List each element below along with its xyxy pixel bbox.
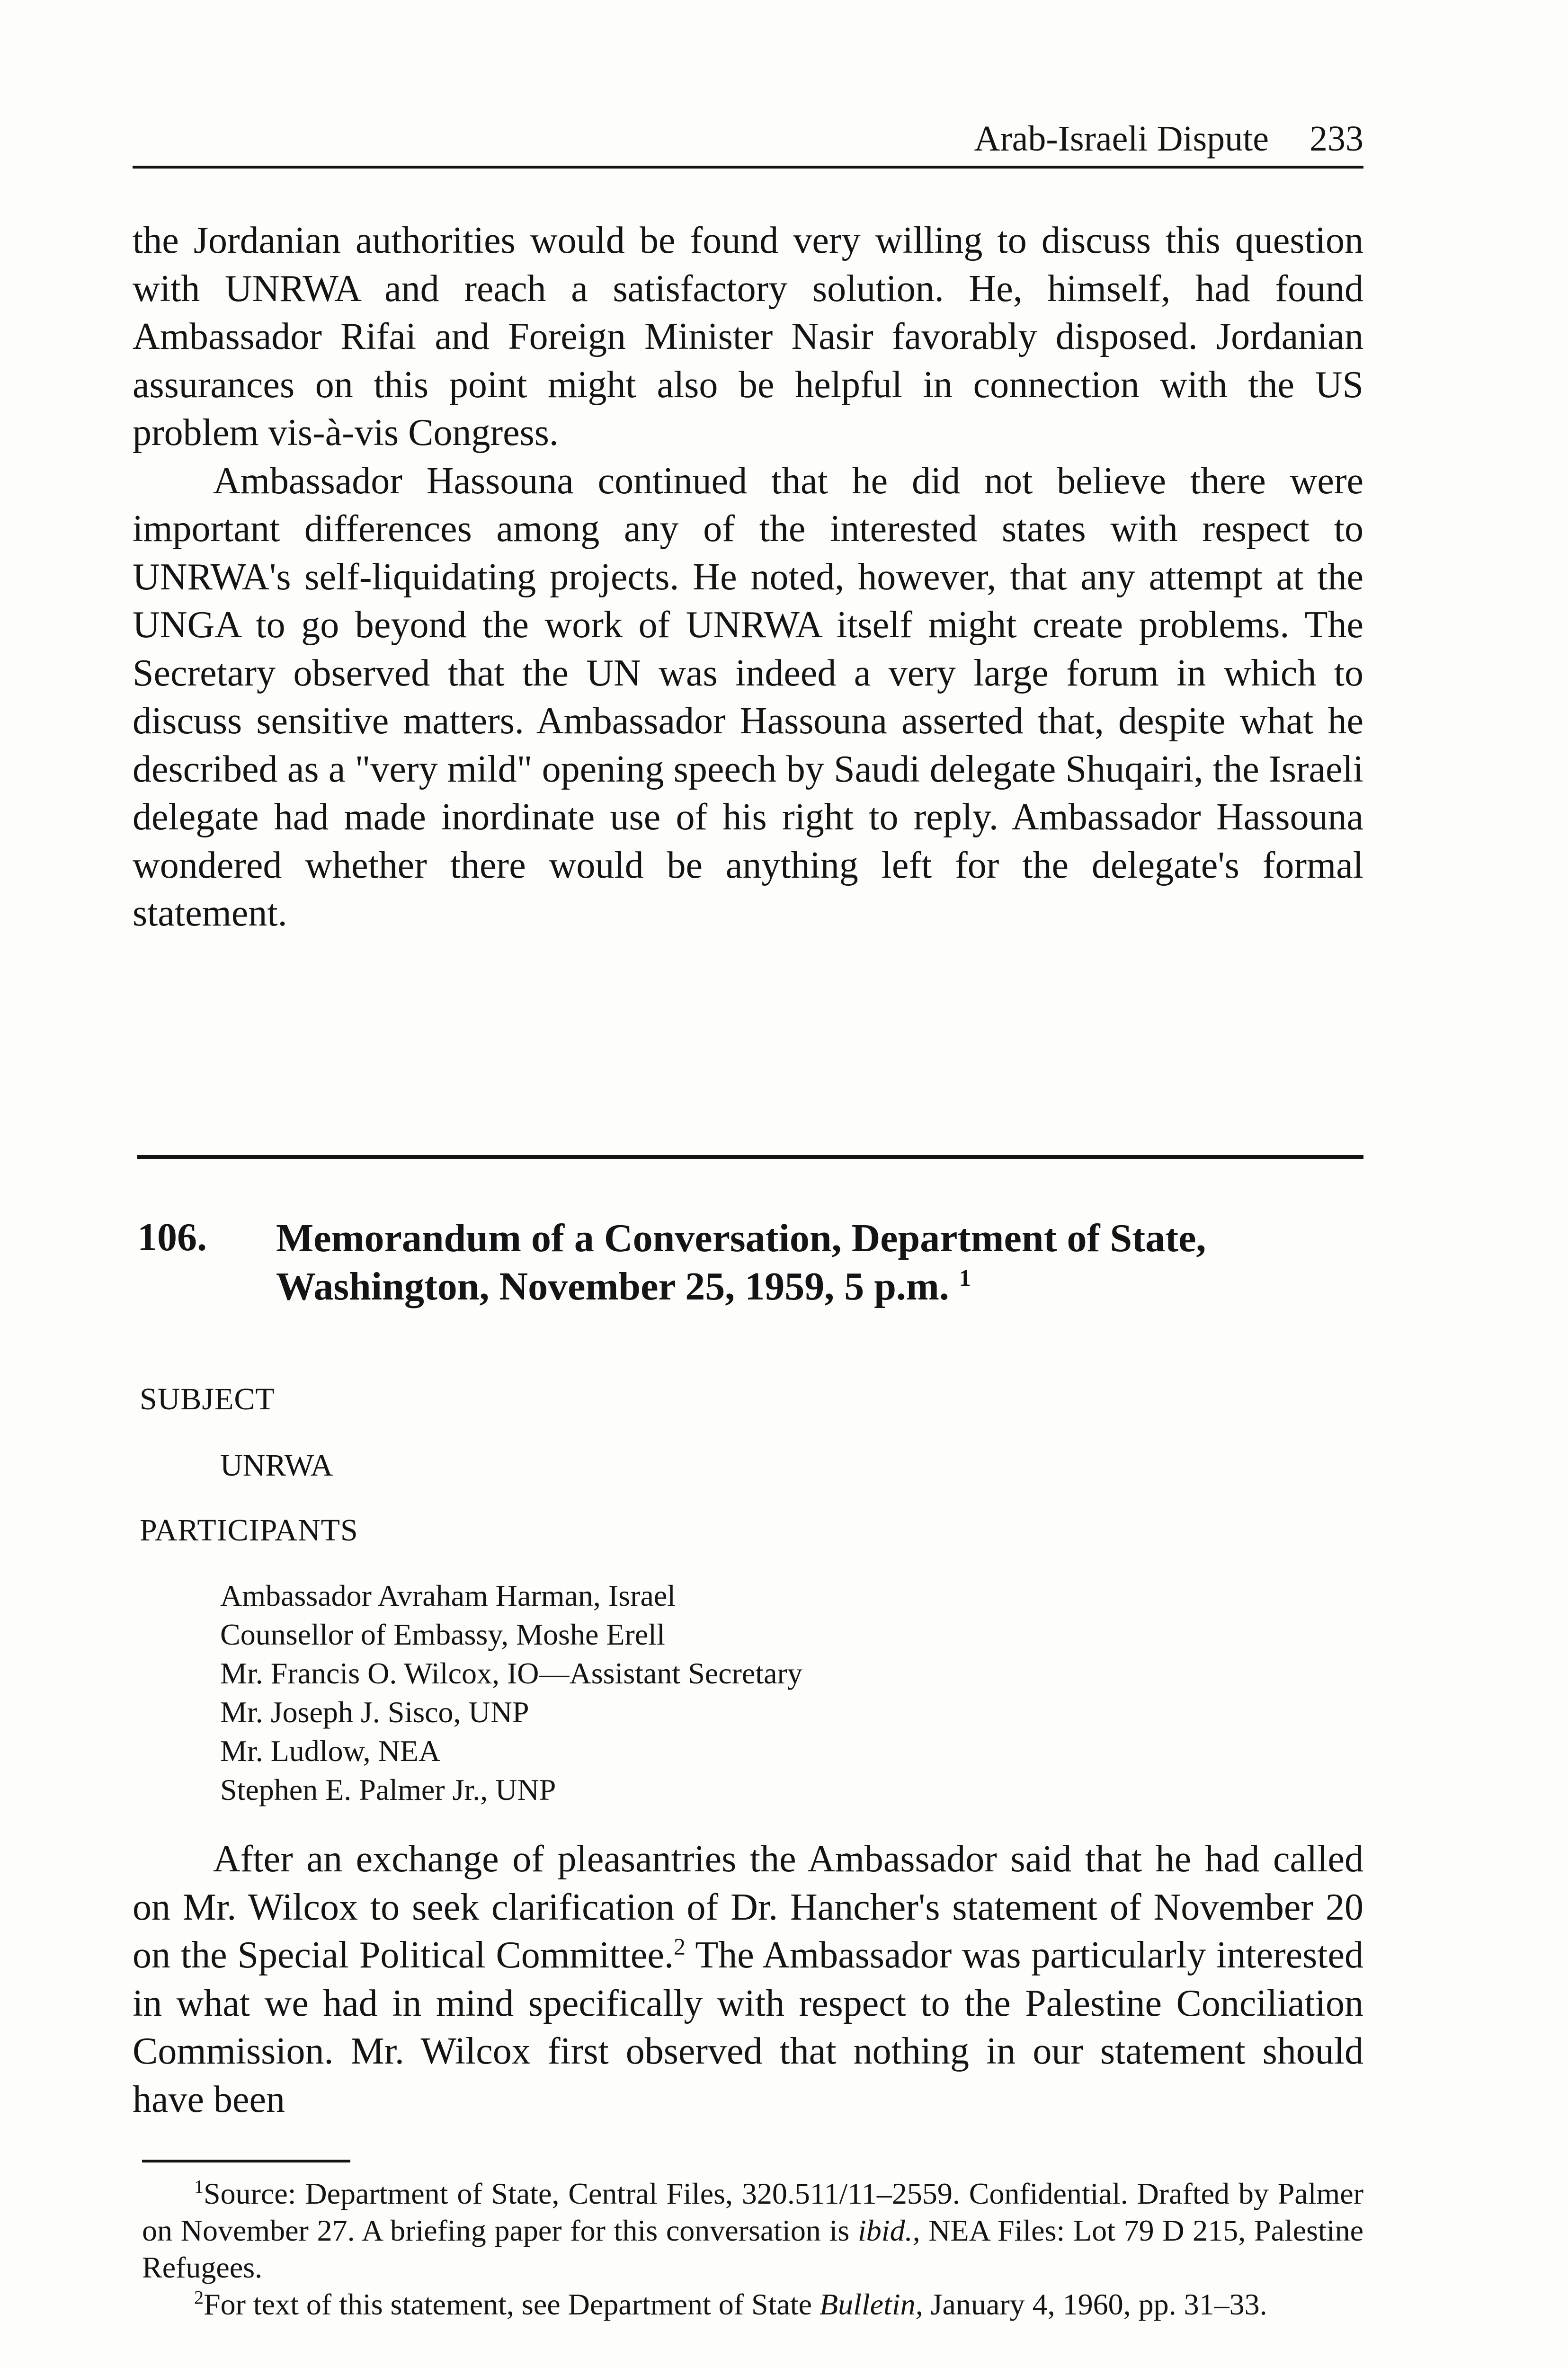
- footnote-text: January 4, 1960, pp. 31–33.: [923, 2287, 1267, 2321]
- participant: Ambassador Avraham Harman, Israel: [220, 1579, 676, 1612]
- section-divider: [137, 1155, 1363, 1159]
- footnote-text: Source: Department of State, Central Files, 320.511/11–2559. Confidential. Drafted by Palmer on November 27. A briefing paper for this conversation is: [142, 2177, 1363, 2247]
- running-head-title: Arab-Israeli Dispute: [974, 119, 1269, 159]
- footnote-text: For text of this statement, see Department of State: [204, 2287, 820, 2321]
- participant: Counsellor of Embassy, Moshe Erell: [220, 1618, 665, 1651]
- footnote-text: NEA Files: Lot 79 D 215, Palestine Refugees.: [142, 2214, 1364, 2284]
- footnote-italic: Bulletin,: [820, 2287, 923, 2321]
- participants-label: PARTICIPANTS: [140, 1513, 358, 1548]
- memo-text-part2: The Ambassador was particularly interested in what we had in mind specifically with respect to the Palestine Conciliation Commission. Mr. Wilcox first observed that nothing in our statement should have been: [133, 1934, 1364, 2120]
- footnote: [142, 2175, 1363, 2286]
- document-title: [276, 1214, 1360, 1311]
- memo-text-part1: After an exchange of pleasantries the Ambassador said that he had called on Mr. Wilcox to seek clarification of Dr. Hancher's statement of November 20 on the Special Political Committee.: [133, 1838, 1363, 1976]
- footnote-mark: 1: [194, 2176, 204, 2198]
- participants-list: [220, 1576, 802, 1809]
- continued-text: [133, 217, 1363, 938]
- subject-value: UNRWA: [220, 1448, 333, 1483]
- paragraph: [133, 1835, 1363, 2124]
- memo-body: [133, 1835, 1363, 2124]
- participant: Mr. Francis O. Wilcox, IO—Assistant Secretary: [220, 1656, 802, 1690]
- document-title-text: Memorandum of a Conversation, Department of State, Washington, November 25, 1959, 5 p.m.: [276, 1216, 1206, 1308]
- footnote: [142, 2286, 1363, 2323]
- footnote-italic: ibid.,: [858, 2214, 920, 2247]
- footnote-mark: 2: [194, 2287, 204, 2308]
- running-head: [133, 114, 1363, 169]
- paragraph: the Jordanian authorities would be found very willing to discuss this question with UNRWA and reach a satisfactory solution. He, himself, had found Ambassador Rifai and Foreign Minister Nasir favorably disposed. Jordanian assurances on this point might also be helpful in connection with the US problem vis-à-vis Congress.: [133, 220, 1363, 454]
- footnote-reference: 2: [673, 1933, 686, 1960]
- subject-label: SUBJECT: [140, 1382, 275, 1416]
- participant: Mr. Joseph J. Sisco, UNP: [220, 1695, 529, 1729]
- footnote-divider: [142, 2160, 350, 2162]
- page-number: 233: [1310, 119, 1363, 159]
- participant: Mr. Ludlow, NEA: [220, 1734, 441, 1768]
- footnotes: [142, 2175, 1363, 2323]
- paragraph: Ambassador Hassouna continued that he did not believe there were important differences among any of the interested states with respect to UNRWA's self-liquidating projects. He noted, however, that any attempt at the UNGA to go beyond the work of UNRWA itself might create problems. The Secretary observed that the UN was indeed a very large forum in which to discuss sensitive matters. Ambassador Hassouna asserted that, despite what he described as a "very mild" opening speech by Saudi delegate Shuqairi, the Israeli delegate had made inordinate use of his right to reply. Ambassador Hassouna wondered whether there would be anything left for the delegate's formal statement.: [133, 460, 1363, 934]
- footnote-reference: 1: [959, 1264, 971, 1291]
- participant: Stephen E. Palmer Jr., UNP: [220, 1773, 556, 1806]
- document-number: 106.: [137, 1215, 207, 1259]
